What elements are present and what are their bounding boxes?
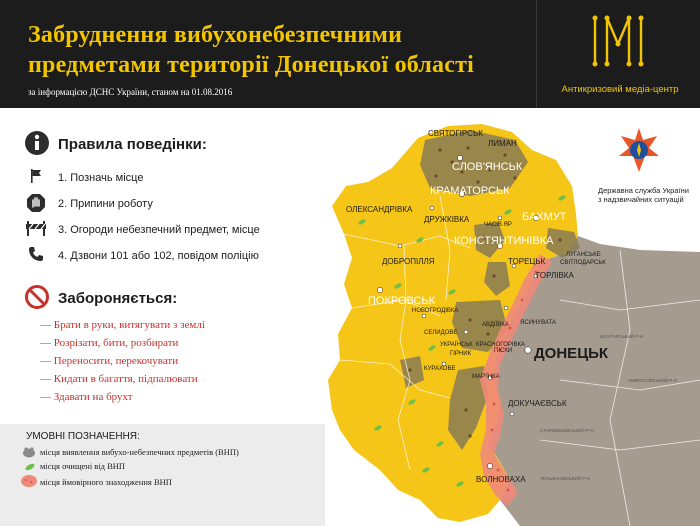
flag-icon <box>28 168 44 184</box>
rule-item-1: 1. Позначь місце <box>58 172 144 184</box>
city-luhanske: ЛУГАНСЬКЕ <box>566 252 601 258</box>
city-volnovakha: ВОЛНОВАХА <box>476 475 526 484</box>
rule-item-4: 4. Дзвони 101 або 102, повідом поліцію <box>58 250 259 262</box>
city-druzhkivka: ДРУЖКІВКА <box>424 215 470 224</box>
dsns-name <box>598 186 700 204</box>
dsns-name-line-1: Державна служба України <box>598 186 689 195</box>
prohibited-icon <box>24 284 50 310</box>
danger-zone-icon <box>20 474 38 488</box>
forbidden-item-1: — Брати в руки, витягувати з землі <box>40 319 205 331</box>
city-donetsk: ДОНЕЦЬК <box>534 345 609 362</box>
legend-item-3: місця ймовірного знаходження ВНП <box>40 477 172 487</box>
uxo-icon <box>22 446 36 458</box>
city-chasiv-yar: ЧАСІВ ЯР <box>484 222 512 228</box>
city-horlivka: ГОРЛІВКА <box>536 271 574 280</box>
brand-name: Антикризовий медіа-центр <box>561 84 679 95</box>
city-novohrodivka: НОВОГРОДІВКА <box>412 308 459 314</box>
city-hirnyk: ГІРНИК <box>450 351 472 357</box>
city-ukrainsk: УКРАЇНСЬК <box>440 342 473 348</box>
forbidden-item-2: — Розрізати, бити, розбирати <box>40 337 179 349</box>
dsns-name-line-2: з надзвичайних ситуацій <box>598 195 684 204</box>
district-telmanivskyi: ТЕЛЬМАНІВСЬКИЙ Р-Н <box>540 476 590 481</box>
rule-item-3: 3. Огороди небезпечний предмет, місце <box>58 224 260 236</box>
info-icon <box>24 130 50 156</box>
forbidden-item-3: — Переносити, перекочувати <box>40 355 179 367</box>
city-kurakhove: КУРАХОВЕ <box>424 366 456 372</box>
legend-item-2: місця очищені від ВНП <box>40 461 126 471</box>
rules-title: Правила поведінки: <box>58 136 207 153</box>
legend-title: УМОВНІ ПОЗНАЧЕННЯ: <box>26 431 140 442</box>
city-sviatohirsk: СВЯТОГІРСЬК <box>428 129 483 138</box>
legend-item-1: місця виявлення вибухо-небезпечних предметів (ВНП) <box>40 447 239 457</box>
city-svitlodarsk: СВІТЛОДАРСЬК <box>560 260 606 266</box>
city-lyman: ЛИМАН <box>488 139 517 148</box>
city-selydove: СЕЛИДОВЕ <box>424 330 458 336</box>
dsns-emblem-icon <box>617 126 661 174</box>
city-sloviansk: СЛОВ'ЯНСЬК <box>452 161 523 173</box>
leaf-icon <box>24 462 36 472</box>
media-center-logo-icon <box>587 10 649 72</box>
stop-hand-icon <box>26 193 46 213</box>
page-subtitle: за інформацією ДСНС України, станом на 01.08.2016 <box>28 87 233 97</box>
city-kramatorsk: КРАМАТОРСЬК <box>430 185 510 197</box>
page-title-line-1: Забруднення вибухонебезпечними <box>28 22 403 48</box>
page-title-line-2: предметами території Донецької області <box>28 52 474 78</box>
phone-icon <box>28 246 44 262</box>
city-marinka: МАР'ЇНКА <box>472 374 500 380</box>
city-pisky: ПІСКИ <box>494 348 513 354</box>
forbidden-title: Забороняється: <box>58 290 178 307</box>
city-krasnohorivka: КРАСНОГОРІВКА <box>476 342 526 348</box>
rule-item-2: 2. Припини роботу <box>58 198 153 210</box>
forbidden-item-4: — Кидати в багаття, підпалювати <box>40 373 198 385</box>
city-yasynuvata: ЯСИНУВАТА <box>520 320 556 326</box>
city-kostiantynivka: КОНСТЯНТИНІВКА <box>454 235 554 247</box>
barrier-icon <box>26 220 46 236</box>
forbidden-item-5: — Здавати на брухт <box>40 391 133 403</box>
district-starobeshivskyi: СТАРОБЕШІВСЬКИЙ Р-Н <box>540 428 594 433</box>
city-oleksandrivka: ОЛЕКСАНДРІВКА <box>346 205 413 214</box>
city-pokrovsk: ПОКРОВСЬК <box>368 295 436 307</box>
city-bakhmut: БАХМУТ <box>522 211 567 223</box>
city-toretsk: ТОРЕЦЬК <box>508 257 546 266</box>
district-amvrosiivskyi: АМВРОСІЇВСЬКИЙ Р-Н <box>628 378 678 383</box>
district-shakhtarskyi: ШАХТАРСЬКИЙ Р-Н <box>600 334 643 339</box>
city-dobropillia: ДОБРОПІЛЛЯ <box>382 257 435 266</box>
city-avdiivka: АВДІЇВКА <box>482 322 509 328</box>
city-dokuchaievsk: ДОКУЧАЄВСЬК <box>508 399 567 408</box>
